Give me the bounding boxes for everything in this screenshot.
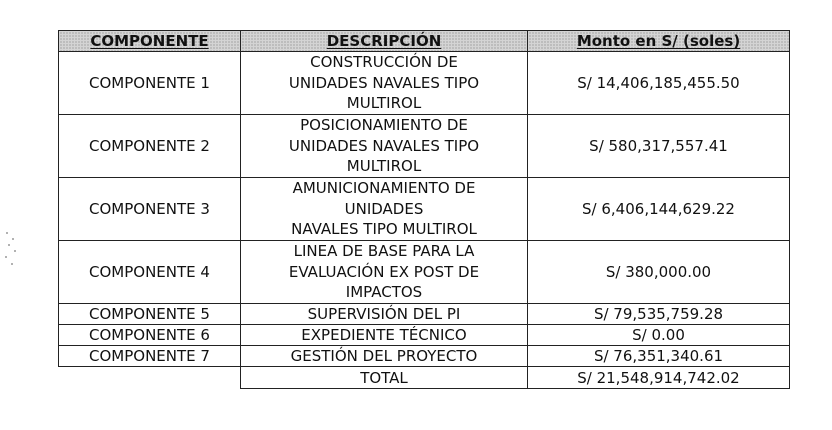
monto-cell: S/ 14,406,185,455.50 (528, 52, 790, 115)
header-descripcion: DESCRIPCIÓN (241, 31, 528, 52)
descripcion-cell: SUPERVISIÓN DEL PI (241, 304, 528, 325)
empty-cell (59, 367, 241, 389)
descripcion-cell: AMUNICIONAMIENTO DE UNIDADES NAVALES TIPO MULTIROL (241, 178, 528, 241)
table-row (59, 325, 790, 346)
total-row (59, 367, 790, 389)
componente-cell: COMPONENTE 1 (59, 52, 241, 115)
header-row (59, 31, 790, 52)
budget-table (58, 30, 790, 389)
table-row (59, 304, 790, 325)
scan-noise (4, 232, 18, 272)
total-label: TOTAL (241, 367, 528, 389)
monto-cell: S/ 79,535,759.28 (528, 304, 790, 325)
table-row (59, 52, 790, 115)
header-monto: Monto en S/ (soles) (528, 31, 790, 52)
header-componente: COMPONENTE (59, 31, 241, 52)
descripcion-cell: GESTIÓN DEL PROYECTO (241, 346, 528, 367)
table-row (59, 115, 790, 178)
table-row (59, 346, 790, 367)
total-value: S/ 21,548,914,742.02 (528, 367, 790, 389)
monto-cell: S/ 380,000.00 (528, 241, 790, 304)
monto-cell: S/ 6,406,144,629.22 (528, 178, 790, 241)
componente-cell: COMPONENTE 6 (59, 325, 241, 346)
componente-cell: COMPONENTE 2 (59, 115, 241, 178)
monto-cell: S/ 76,351,340.61 (528, 346, 790, 367)
descripcion-cell: POSICIONAMIENTO DE UNIDADES NAVALES TIPO MULTIROL (241, 115, 528, 178)
componente-cell: COMPONENTE 7 (59, 346, 241, 367)
monto-cell: S/ 580,317,557.41 (528, 115, 790, 178)
table-row (59, 241, 790, 304)
descripcion-cell: LINEA DE BASE PARA LA EVALUACIÓN EX POST DE IMPACTOS (241, 241, 528, 304)
componente-cell: COMPONENTE 5 (59, 304, 241, 325)
table-row (59, 178, 790, 241)
descripcion-cell: CONSTRUCCIÓN DE UNIDADES NAVALES TIPO MULTIROL (241, 52, 528, 115)
componente-cell: COMPONENTE 3 (59, 178, 241, 241)
componente-cell: COMPONENTE 4 (59, 241, 241, 304)
descripcion-cell: EXPEDIENTE TÉCNICO (241, 325, 528, 346)
monto-cell: S/ 0.00 (528, 325, 790, 346)
